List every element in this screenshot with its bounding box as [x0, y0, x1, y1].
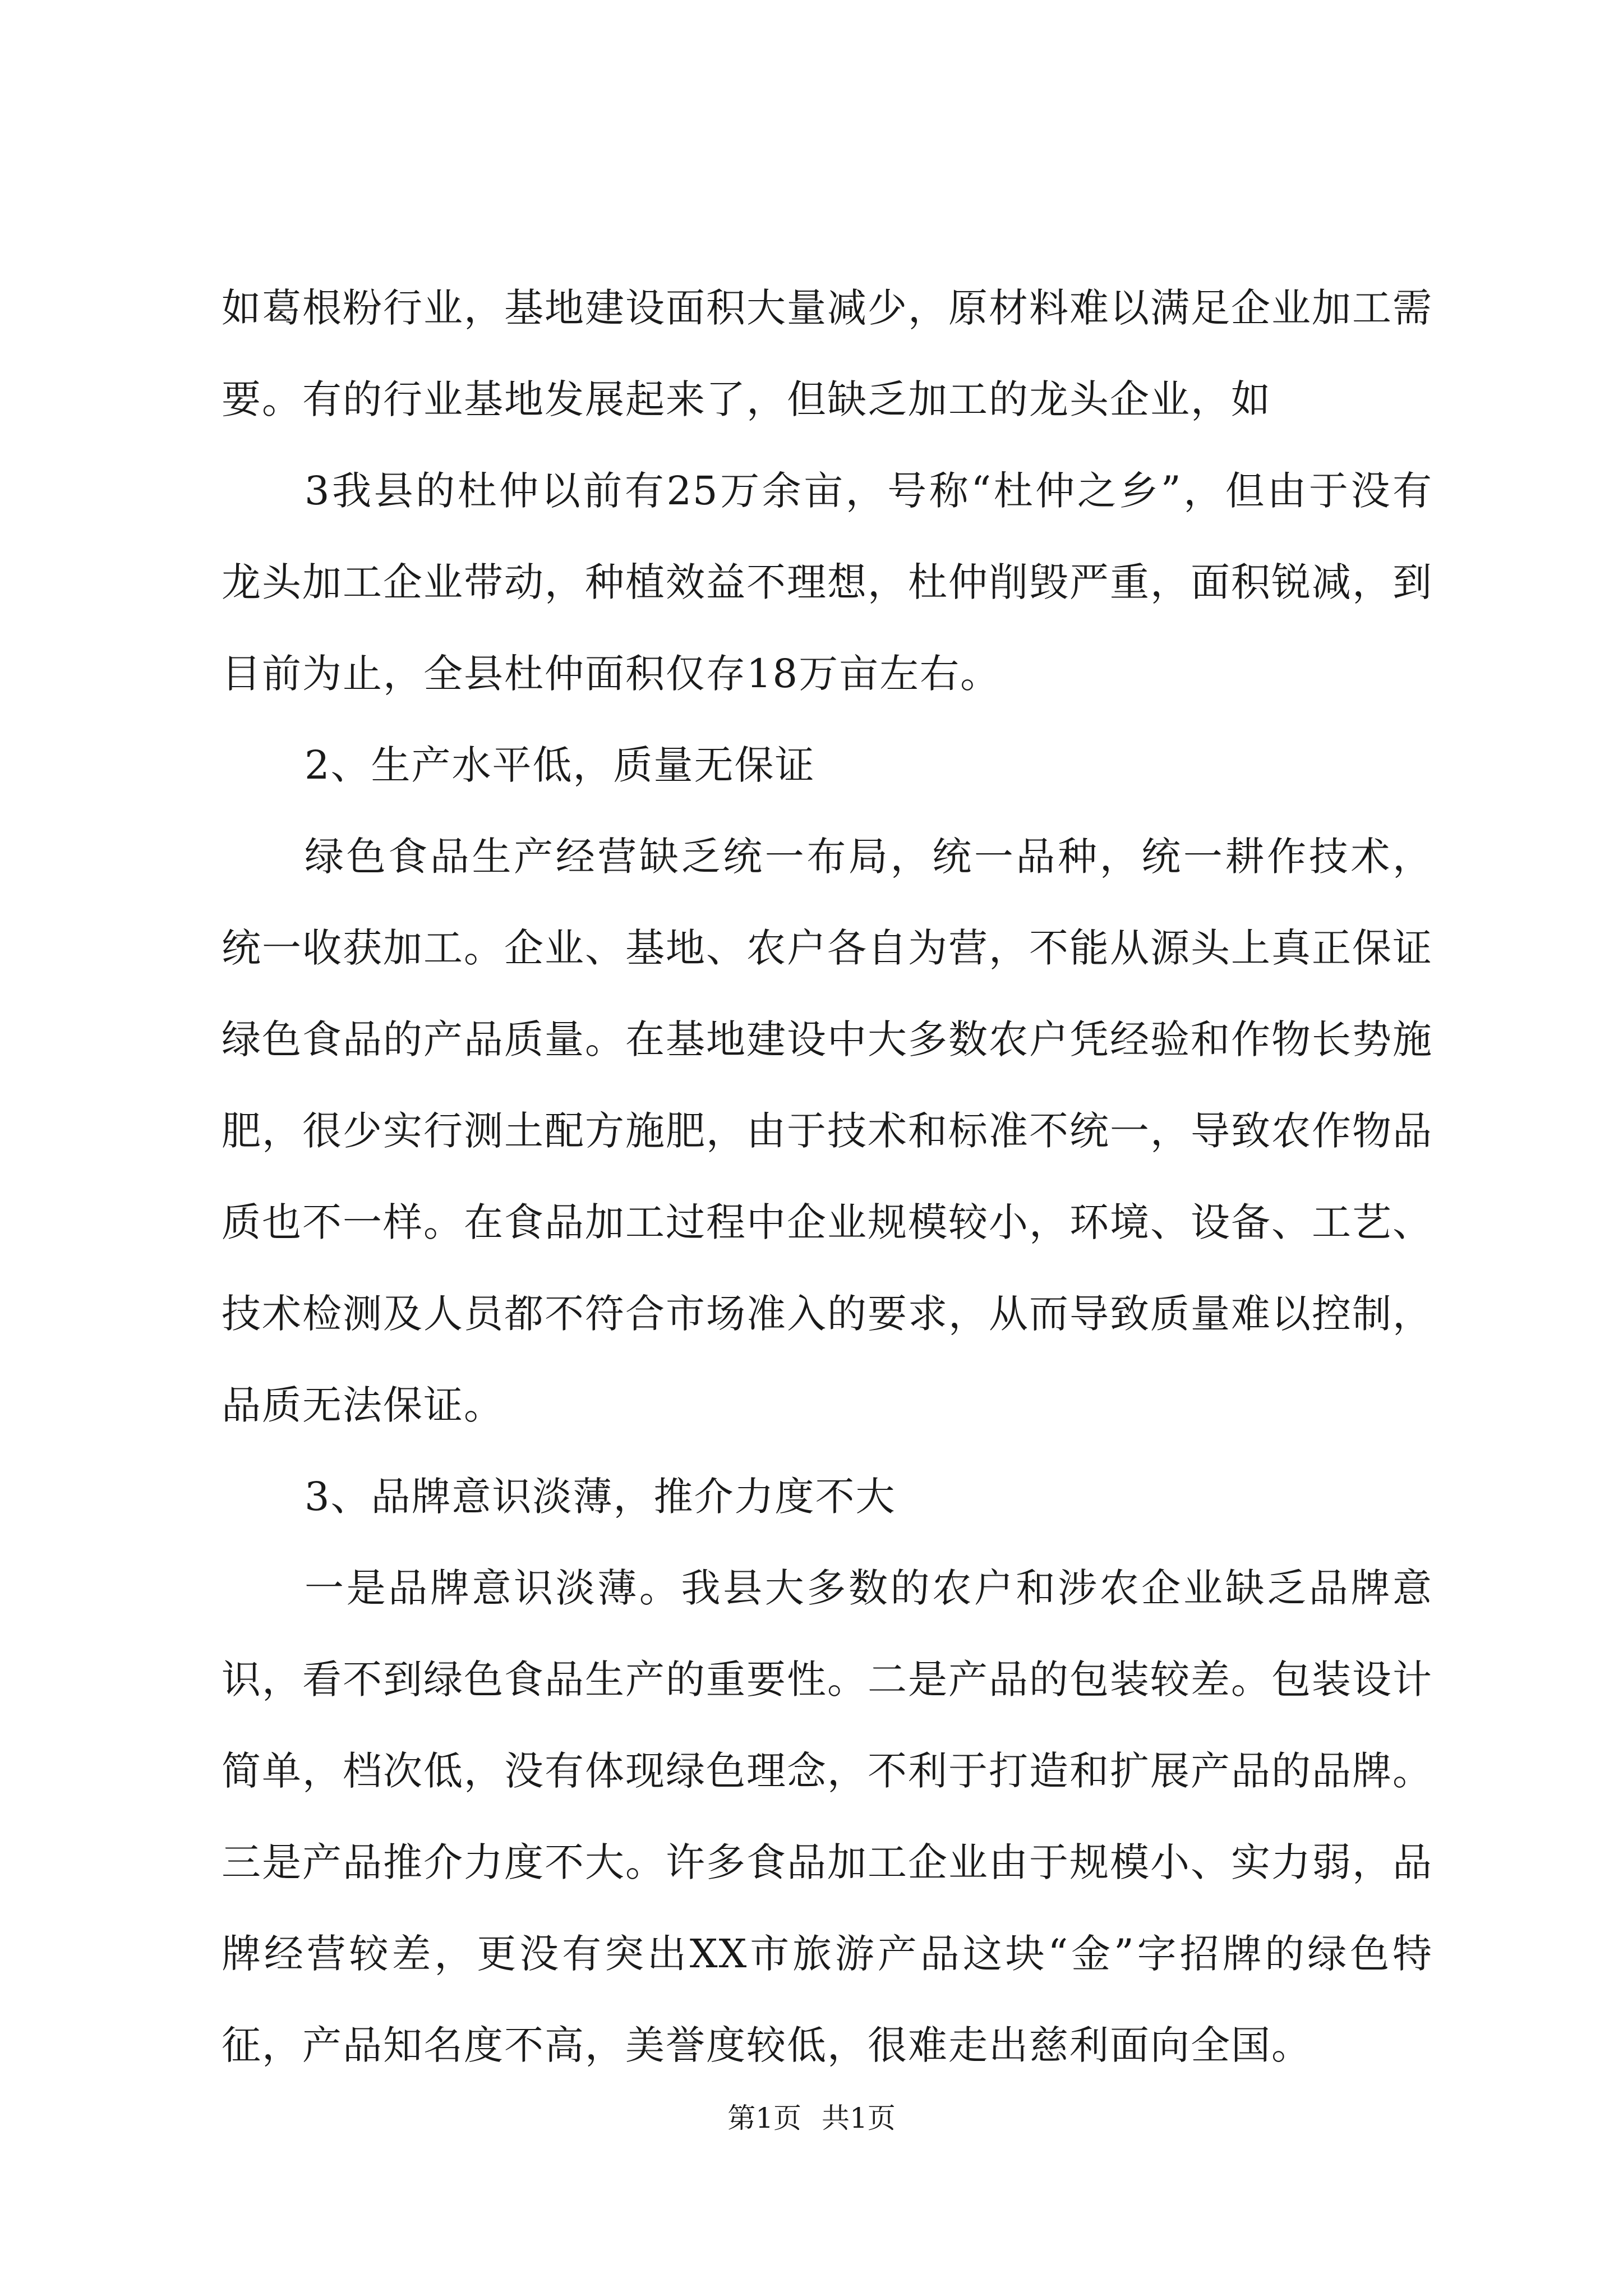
document-body: [222, 263, 1433, 2091]
page-footer: [0, 2101, 1623, 2135]
paragraph-duzhong: 3我县的杜仲以前有25万余亩，号称“杜仲之乡”，但由于没有龙头加工企业带动，种植效益不理想，杜仲削毁严重，面积锐减，到目前为止，全县杜仲面积仅存18万亩左右。: [222, 468, 1433, 697]
section-heading-2: 2、生产水平低，质量无保证: [305, 742, 815, 788]
paragraph-production-quality: 绿色食品生产经营缺乏统一布局，统一品种，统一耕作技术，统一收获加工。企业、基地、农户各自为营，不能从源头上真正保证绿色食品的产品质量。在基地建设中大多数农户凭经验和作物长势施肥，很少实行测土配方施肥，由于技术和标准不统一，导致农作物品质也不一样。在食品加工过程中企业规模较小，环境、设备、工艺、技术检测及人员都不符合市场准入的要求，从而导致质量难以控制，品质无法保证。: [222, 834, 1433, 1428]
page-number-label: 第1页: [727, 2102, 801, 2134]
section-heading-3: 3、品牌意识淡薄，推介力度不大: [305, 1474, 896, 1520]
paragraph-brand-awareness: 一是品牌意识淡薄。我县大多数的农户和涉农企业缺乏品牌意识，看不到绿色食品生产的重要性。二是产品的包装较差。包装设计简单，档次低，没有体现绿色理念，不利于打造和扩展产品的品牌。三是产品推介力度不大。许多食品加工企业由于规模小、实力弱，品牌经营较差，更没有突出XX市旅游产品这块“金”字招牌的绿色特征，产品知名度不高，美誉度较低，很难走出慈利面向全国。: [222, 1565, 1433, 2068]
page-total-label: 共1页: [822, 2102, 896, 2134]
paragraph-continuation: 如葛根粉行业，基地建设面积大量减少，原材料难以满足企业加工需要。有的行业基地发展起来了，但缺乏加工的龙头企业，如: [222, 285, 1433, 422]
